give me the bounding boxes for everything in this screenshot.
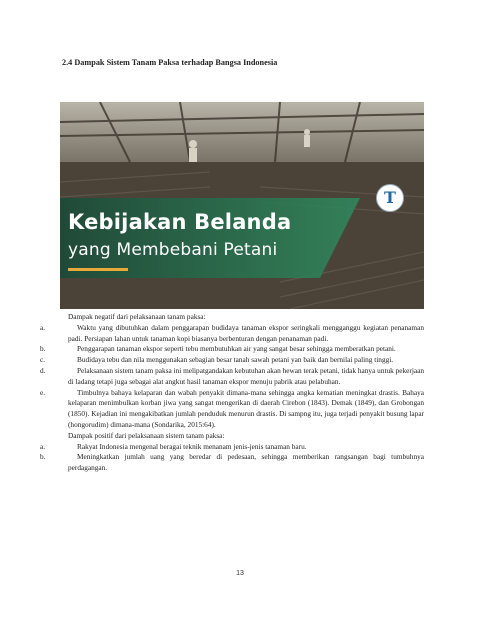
list-item: [40, 366, 424, 388]
list-item-text: Waktu yang dibutuhkan dalam penggarapan budidaya tanaman ekspor seringkali mengganggu kegiatan penanaman padi. Persiapan lahan untuk tanaman kopi biasanya berbenturan dengan penanaman padi.: [68, 322, 424, 343]
banner-title-line1: Kebijakan Belanda: [68, 210, 292, 234]
list-item-text: Budidaya tebu dan nila menggunakan sebagian besar tanah sawah petani yan baik dan bernilai paling tinggi.: [77, 355, 394, 365]
list-item-text: Timbulnya bahaya kelaparan dan wabah penyakit dimana-mana sehingga angka kematian meningkat drastis. Bahaya kelaparan menimbulkan korban jiwa yang sangat mengerikan di daerah Cirebon (1843). Demak (1849), dan Grobongan (1850). Kejadian ini mengakibatkan jumlah penduduk menurun drastis. Di sampng itu, juga terjadi penyakit busung lapar (hongorudim) dimana-mana (Sondarika, 2015:64).: [68, 387, 424, 429]
list-item: [40, 442, 424, 453]
list-marker: b.: [40, 344, 46, 354]
list-item-text: Pelaksanaan sistem tanam paksa ini melipatgandakan kebutuhan akan hewan terak petani, tidak hanya untuk pekerjaan di ladang tetapi juga sebagai alat angkut hasil tanaman ekspor menuju pabrik atau pelabuhan.: [68, 365, 424, 386]
banner-title-line2: yang Membebani Petani: [68, 240, 278, 260]
page-number: 13: [236, 570, 244, 577]
list-item: [40, 355, 424, 366]
positive-intro: Dampak positif dari pelaksanaan sistem tanam paksa:: [68, 430, 225, 440]
list-marker: d.: [40, 365, 46, 375]
list-marker: b.: [40, 452, 46, 462]
positive-list: [40, 442, 424, 474]
section-heading: 2.4 Dampak Sistem Tanam Paksa terhadap Bangsa Indonesia: [62, 58, 278, 67]
list-marker: e.: [40, 387, 46, 397]
negative-intro: Dampak negatif dari pelaksanaan tanam paksa:: [68, 312, 206, 321]
list-item-text: Meningkatkan jumlah uang yang beredar di pedesaan, sehingga memberikan rangsangan bagi tumbuhnya perdagangan.: [68, 452, 424, 473]
list-item-text: Rakyat Indonesia mengenal beragai teknik menanam jenis-jenis tanaman baru.: [77, 441, 307, 451]
list-marker: a.: [40, 441, 46, 451]
negative-list: [40, 323, 424, 431]
banner-accent-underline: [68, 268, 128, 271]
body-text: [40, 312, 424, 474]
banner-photo-background: [60, 102, 424, 309]
tribun-logo: [376, 184, 404, 212]
list-item: [40, 452, 424, 474]
list-item: [40, 344, 424, 355]
list-marker: a.: [40, 322, 46, 332]
list-item: [40, 323, 424, 345]
list-marker: c.: [40, 355, 46, 365]
list-item: [40, 388, 424, 431]
logo-letter: T: [384, 188, 396, 207]
list-item-text: Penggarapan tanaman ekspor seperti tebu membutuhkan air yang sangat besar sehingga memberatkan petani.: [77, 344, 396, 354]
banner-image: [60, 102, 424, 309]
